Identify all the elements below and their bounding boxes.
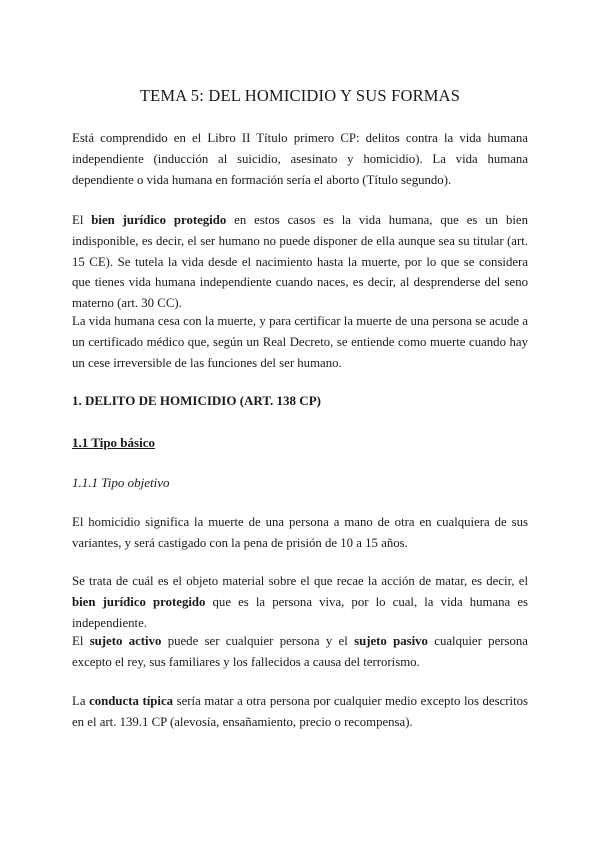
objeto-material-paragraph — [72, 571, 528, 633]
intro-paragraph: Está comprendido en el Libro II Título primero CP: delitos contra la vida humana independiente (inducción al suicidio, asesinato y homicidio). La vida humana dependiente o vida humana en formación sería el aborto (Título segundo). — [72, 131, 528, 187]
bold-term: conducta típica — [89, 694, 174, 708]
sujetos-paragraph — [72, 631, 528, 673]
text-span: El — [72, 213, 92, 227]
bold-term: bien jurídico protegido — [72, 594, 206, 609]
text-span: que es la persona viva, por lo cual, la vida humana es independiente. — [72, 594, 528, 630]
page-title: TEMA 5: DEL HOMICIDIO Y SUS FORMAS — [139, 86, 461, 105]
text-span: cualquier persona excepto el rey, sus familiares y los fallecidos a causa del terrorismo. — [72, 634, 528, 669]
text-span: puede ser cualquier persona y el — [161, 634, 355, 648]
muerte-paragraph: La vida humana cesa con la muerte, y para certificar la muerte de una persona se acude a un certificado médico que, según un Real Decreto, se entiende como muerte cuando hay un cese irreversible de las funciones del ser humano. — [72, 314, 528, 370]
conducta-paragraph — [72, 691, 528, 733]
subsection-heading: 1.1 Tipo básico — [72, 435, 155, 450]
text-span: Se trata de cuál es el objeto material sobre el que recae la acción de matar, es decir, el — [72, 574, 528, 588]
subsubsection-heading: 1.1.1 Tipo objetivo — [72, 475, 170, 490]
homicidio-paragraph: El homicidio significa la muerte de una persona a mano de otra en cualquiera de sus variantes, y será castigado con la pena de prisión de 10 a 15 años. — [72, 515, 528, 550]
section-heading: 1. DELITO DE HOMICIDIO (ART. 138 CP) — [72, 393, 321, 408]
bien-juridico-paragraph — [72, 210, 528, 314]
text-span: El — [72, 634, 90, 648]
text-span: en estos casos es la vida humana, que es un bien indisponible, es decir, el ser humano no puede disponer de ella aunque sea su titular (art. 15 CE). Se tutela la vida desde el nacimiento hasta la muerte, por lo que se considera que tienes vida humana independiente cuando naces, es decir, al desprenderse del seno materno (art. 30 CC). — [72, 213, 528, 311]
text-span: La — [72, 694, 90, 708]
bold-term: sujeto activo — [89, 634, 162, 648]
text-span: sería matar a otra persona por cualquier medio excepto los descritos en el art. 139.1 CP (alevosía, ensañamiento, precio o recompensa). — [72, 694, 529, 729]
bold-term: bien jurídico protegido — [91, 213, 227, 227]
bold-term: sujeto pasivo — [354, 634, 428, 648]
